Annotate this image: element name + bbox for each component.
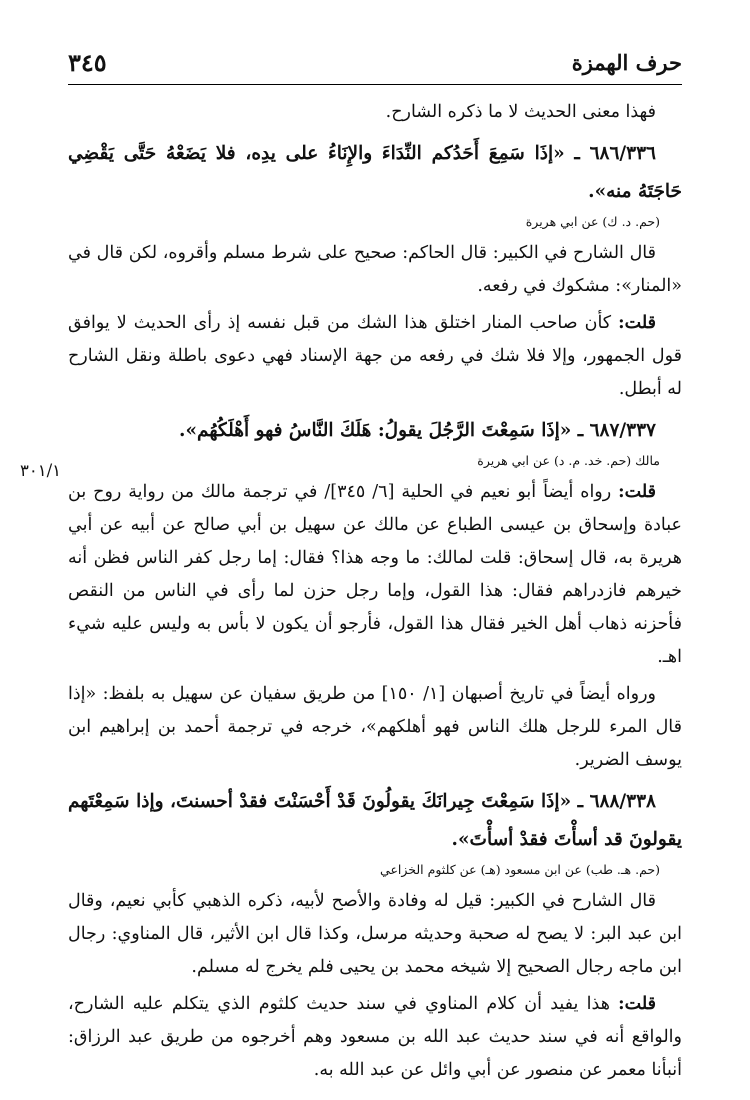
margin-reference: ٣٠١/١ bbox=[20, 461, 62, 480]
paragraph-qult-2 bbox=[68, 476, 682, 674]
qult-text: رواه أيضاً أبو نعيم في الحلية [٦/ ٣٤٥]/ في ترجمة مالك من رواية روح بن عبادة وإسحاق بن عيسى الطباع عن مالك عن سهيل بن أبي صالح عن أبيه عن أبي هريرة به، قال إسحاق: قلت لمالك: ما وجه هذا؟ فقال: إما رجل كفر الناس فظن أنه خيرهم فازدراهم فقال: هذا القول، وإما رجل حزن لما رأى في الناس من النقص فأحزنه ذهاب أهل الخير فقال هذا القول، فأرجو أن يكون لا بأس به وليس عليه شيء اهـ. bbox=[68, 482, 682, 667]
qult-text: كأن صاحب المنار اختلق هذا الشك من قبل نفسه إذ رأى الحديث لا يوافق قول الجمهور، وإلا فلا شك في رفعه من جهة الإسناد فهي دعوى باطلة ونقل الشارح له أبطل. bbox=[68, 313, 682, 399]
hadith-337-source: مالك (حم. خد. م. د) عن ابي هريرة bbox=[477, 453, 660, 468]
paragraph-commentary-1: قال الشارح في الكبير: قال الحاكم: صحيح على شرط مسلم وأقروه، لكن قال في «المنار»: مشكوك في رفعه. bbox=[68, 243, 682, 296]
page-number: ٣٤٥ bbox=[68, 48, 107, 77]
paragraph-qult-1 bbox=[68, 307, 682, 406]
paragraph-intro: فهذا معنى الحديث لا ما ذكره الشارح. bbox=[385, 102, 656, 122]
paragraph-isbahan: ورواه أيضاً في تاريخ أصبهان [١/ ١٥٠] من طريق سفيان عن سهيل به بلفظ: «إذا قال المرء للرجل هلك الناس فهو أهلكهم»، خرجه في ترجمة أحمد بن إبراهيم ابن يوسف الضرير. bbox=[68, 684, 682, 770]
running-title: حرف الهمزة bbox=[571, 50, 682, 75]
qult-text: هذا يفيد أن كلام المناوي في سند حديث كلثوم الذي يتكلم عليه الشارح، والواقع أنه في سند حديث عبد الله بن مسعود وهم أخرجوه من طريق عبد الرزاق: أنبأنا معمر عن منصور عن أبي وائل عن عبد الله به. bbox=[68, 994, 682, 1080]
paragraph-qult-3 bbox=[68, 988, 682, 1087]
paragraph-commentary-2: قال الشارح في الكبير: قيل له وفادة والأصح لأبيه، ذكره الذهبي كأبي نعيم، وقال ابن عبد البر: لا يصح له صحبة وحديثه مرسل، وكذا قال ابن الأثير، قال المناوي: رجال ابن ماجه رجال الصحيح إلا شيخه محمد بن يحيى فلم يخرج له مسلم. bbox=[68, 891, 682, 977]
hadith-338: ٦٨٨/٣٣٨ ـ «إذَا سَمِعْتَ جِيرانَكَ يقولُونَ قَدْ أَحْسَنْتَ فقدْ أحسنتَ، وإذا سَمِعْتَهم يقولونَ قد أسأْتَ فقدْ أسأْتَ». bbox=[68, 791, 682, 850]
page-body bbox=[68, 96, 682, 1091]
hadith-336: ٦٨٦/٣٣٦ ـ «إذَا سَمِعَ أَحَدُكم النِّدَاءَ والإِنَاءُ على يدِه، فلا يَضَعْهُ حَتَّى يَقْضِي حَاجَتَهُ منه». bbox=[68, 143, 682, 202]
hadith-337: ٦٨٧/٣٣٧ ـ «إذَا سَمِعْتَ الرَّجُلَ يقولُ: هَلَكَ النَّاسُ فهو أَهْلَكُهُم». bbox=[179, 420, 656, 441]
hadith-338-source: (حم. هـ. طب) عن ابن مسعود (هـ) عن كلثوم الخزاعي bbox=[380, 862, 660, 877]
qult-label: قلت: bbox=[618, 313, 656, 333]
hadith-336-source: (حم. د. ك) عن ابي هريرة bbox=[525, 214, 660, 229]
qult-label: قلت: bbox=[618, 994, 656, 1014]
page-header bbox=[68, 44, 682, 85]
qult-label: قلت: bbox=[618, 482, 656, 502]
